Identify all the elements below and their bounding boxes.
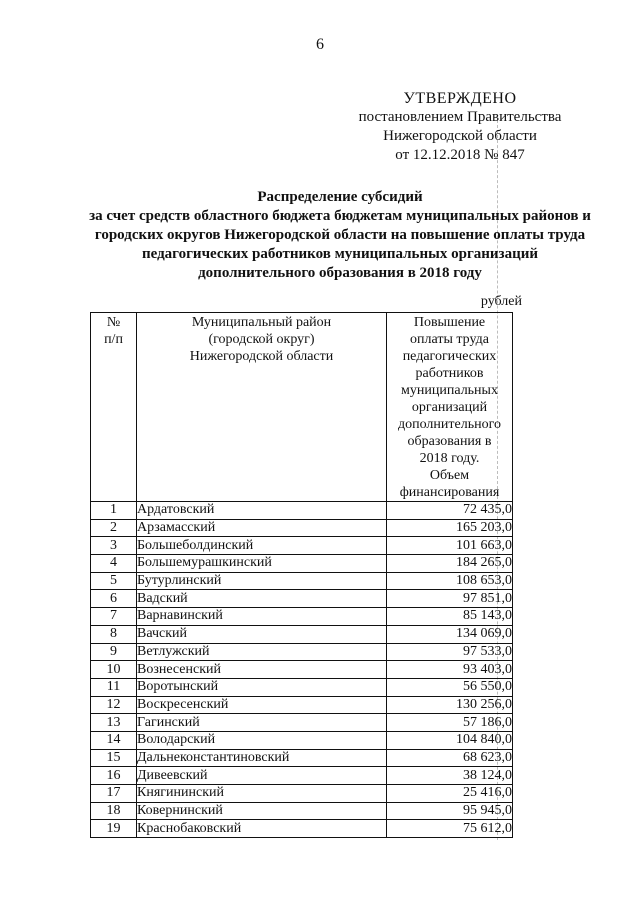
row-number: 8 xyxy=(91,625,137,643)
header-amount-line: муниципальных xyxy=(401,383,498,398)
header-district-line: Нижегородской области xyxy=(189,349,334,364)
row-district: Ковернинский xyxy=(137,802,387,820)
row-number: 6 xyxy=(91,590,137,608)
row-district: Воскресенский xyxy=(137,696,387,714)
title-line-5: дополнительного образования в 2018 году xyxy=(198,265,482,281)
table-row xyxy=(91,625,513,643)
header-number xyxy=(91,313,137,502)
table-row xyxy=(91,590,513,608)
row-district: Гагинский xyxy=(137,714,387,732)
header-amount-line: дополнительного xyxy=(398,417,501,432)
header-district-line: (городской округ) xyxy=(208,332,315,347)
row-district: Воротынский xyxy=(137,678,387,696)
title-line-2: за счет средств областного бюджета бюджетам муниципальных районов и xyxy=(89,208,591,224)
row-number: 5 xyxy=(91,572,137,590)
row-district: Дивеевский xyxy=(137,767,387,785)
subsidy-table xyxy=(90,312,513,838)
row-number: 3 xyxy=(91,537,137,555)
row-amount: 68 623,0 xyxy=(387,749,513,767)
row-amount: 25 416,0 xyxy=(387,785,513,803)
header-district-line: Муниципальный район xyxy=(191,315,332,330)
row-district: Вачский xyxy=(137,625,387,643)
row-number: 19 xyxy=(91,820,137,838)
row-amount: 38 124,0 xyxy=(387,767,513,785)
table-row xyxy=(91,714,513,732)
row-district: Княгининский xyxy=(137,785,387,803)
row-amount: 95 945,0 xyxy=(387,802,513,820)
table-body xyxy=(91,502,513,838)
table-row xyxy=(91,661,513,679)
header-number-line: п/п xyxy=(104,332,123,347)
row-amount: 85 143,0 xyxy=(387,608,513,626)
row-number: 1 xyxy=(91,502,137,520)
table-row xyxy=(91,802,513,820)
approval-line-3: от 12.12.2018 № 847 xyxy=(395,147,525,163)
table-row xyxy=(91,608,513,626)
header-amount-line: 2018 году. xyxy=(419,451,480,466)
row-amount: 97 851,0 xyxy=(387,590,513,608)
row-number: 2 xyxy=(91,519,137,537)
row-district: Краснобаковский xyxy=(137,820,387,838)
row-district: Ардатовский xyxy=(137,502,387,520)
row-district: Бутурлинский xyxy=(137,572,387,590)
header-number-line: № xyxy=(106,315,121,330)
table-row xyxy=(91,555,513,573)
row-number: 15 xyxy=(91,749,137,767)
header-amount-line: Повышение xyxy=(413,315,486,330)
header-district xyxy=(137,313,387,502)
table-row xyxy=(91,820,513,838)
table-row xyxy=(91,678,513,696)
header-amount-line: работников xyxy=(415,366,484,381)
table-row xyxy=(91,785,513,803)
row-district: Володарский xyxy=(137,731,387,749)
table-row xyxy=(91,767,513,785)
row-amount: 97 533,0 xyxy=(387,643,513,661)
approval-stamp-word: УТВЕРЖДЕНО xyxy=(403,90,517,107)
table-row xyxy=(91,696,513,714)
table-row xyxy=(91,537,513,555)
row-number: 11 xyxy=(91,678,137,696)
row-number: 9 xyxy=(91,643,137,661)
row-amount: 184 265,0 xyxy=(387,555,513,573)
row-district: Вознесенский xyxy=(137,661,387,679)
row-district: Большеболдинский xyxy=(137,537,387,555)
row-amount: 56 550,0 xyxy=(387,678,513,696)
table-row xyxy=(91,572,513,590)
header-amount-line: образования в xyxy=(407,434,492,449)
row-amount: 72 435,0 xyxy=(387,502,513,520)
table-header-row xyxy=(91,313,513,502)
row-amount: 165 203,0 xyxy=(387,519,513,537)
row-amount: 75 612,0 xyxy=(387,820,513,838)
table-row xyxy=(91,731,513,749)
row-amount: 57 186,0 xyxy=(387,714,513,732)
currency-unit: рублей xyxy=(480,294,522,309)
table-row xyxy=(91,749,513,767)
row-district: Арзамасский xyxy=(137,519,387,537)
row-amount: 93 403,0 xyxy=(387,661,513,679)
header-amount-line: педагогических xyxy=(402,349,497,364)
row-number: 14 xyxy=(91,731,137,749)
table-row xyxy=(91,502,513,520)
row-district: Ветлужский xyxy=(137,643,387,661)
header-amount-line: оплаты труда xyxy=(410,332,489,347)
table-row xyxy=(91,643,513,661)
header-amount-line: организаций xyxy=(411,400,488,415)
row-number: 7 xyxy=(91,608,137,626)
row-district: Дальнеконстантиновский xyxy=(137,749,387,767)
row-amount: 104 840,0 xyxy=(387,731,513,749)
table-row xyxy=(91,519,513,537)
title-line-1: Распределение субсидий xyxy=(257,189,423,205)
row-number: 4 xyxy=(91,555,137,573)
header-amount-line: финансирования xyxy=(399,485,500,500)
row-district: Вадский xyxy=(137,590,387,608)
header-amount-line: Объем xyxy=(429,468,470,483)
header-amount xyxy=(387,313,513,502)
row-number: 16 xyxy=(91,767,137,785)
row-number: 13 xyxy=(91,714,137,732)
title-line-3: городских округов Нижегородской области на повышение оплаты труда xyxy=(94,227,586,243)
row-amount: 134 069,0 xyxy=(387,625,513,643)
row-number: 10 xyxy=(91,661,137,679)
row-district: Большемурашкинский xyxy=(137,555,387,573)
title-line-4: педагогических работников муниципальных организаций xyxy=(141,246,538,262)
page-number: 6 xyxy=(316,36,324,53)
approval-line-1: постановлением Правительства xyxy=(358,109,562,125)
row-amount: 130 256,0 xyxy=(387,696,513,714)
row-number: 17 xyxy=(91,785,137,803)
row-number: 18 xyxy=(91,802,137,820)
document-title xyxy=(70,188,610,283)
row-district: Варнавинский xyxy=(137,608,387,626)
approval-block xyxy=(330,89,590,165)
row-amount: 101 663,0 xyxy=(387,537,513,555)
approval-line-2: Нижегородской области xyxy=(383,128,537,144)
row-amount: 108 653,0 xyxy=(387,572,513,590)
row-number: 12 xyxy=(91,696,137,714)
